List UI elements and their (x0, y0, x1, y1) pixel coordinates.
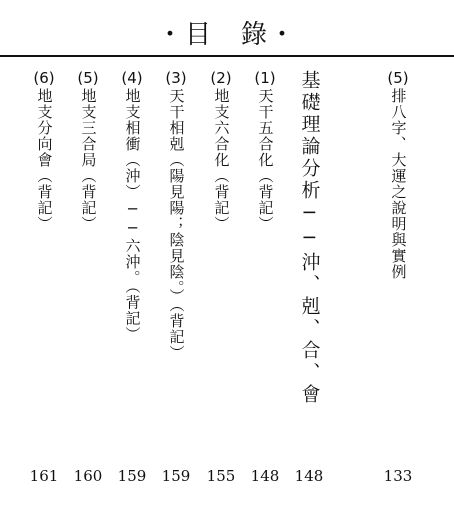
toc-entry (76, 70, 100, 232)
entry-number: (4) (121, 69, 143, 87)
entry-title: 地支三合局（背記） (79, 88, 98, 232)
entry-page-number: 159 (161, 467, 191, 485)
entry-title: 地支六合化（背記） (212, 88, 231, 232)
entry-number: (1) (254, 69, 276, 87)
entry-title: 地支分向會（背記） (35, 88, 54, 232)
entry-number: (3) (165, 69, 187, 87)
toc-entry (209, 70, 233, 232)
entry-page-number: 155 (206, 467, 236, 485)
entry-page-number: 133 (383, 467, 413, 485)
entry-title: 地支相衝（沖）──六沖。（背記） (123, 88, 142, 343)
toc-entry (32, 70, 56, 232)
toc-entry (253, 70, 277, 232)
entry-number: (5) (387, 69, 409, 87)
entry-number: (2) (210, 69, 232, 87)
entry-title: 天干五合化（背記） (256, 88, 275, 232)
toc-section-heading (296, 70, 322, 406)
entry-page-number: 148 (250, 467, 280, 485)
page-title: ・目 錄・ (156, 20, 297, 50)
entry-page-number: 160 (73, 467, 103, 485)
entry-number: (5) (77, 69, 99, 87)
header-divider (0, 55, 454, 57)
toc-entry (386, 70, 410, 280)
entry-page-number: 161 (29, 467, 59, 485)
entry-title: 排八字、大運之說明與實例 (389, 88, 408, 280)
toc-entry (164, 70, 188, 361)
entry-number: (6) (33, 69, 55, 87)
entry-title: 天干相剋（陽見陽；陰見陰。）（背記） (167, 88, 186, 361)
entry-page-number: 148 (294, 467, 324, 485)
entry-page-number: 159 (117, 467, 147, 485)
section-title: 基礎理論分析──沖、剋、合、會 (298, 70, 321, 406)
toc-entry (120, 70, 144, 343)
